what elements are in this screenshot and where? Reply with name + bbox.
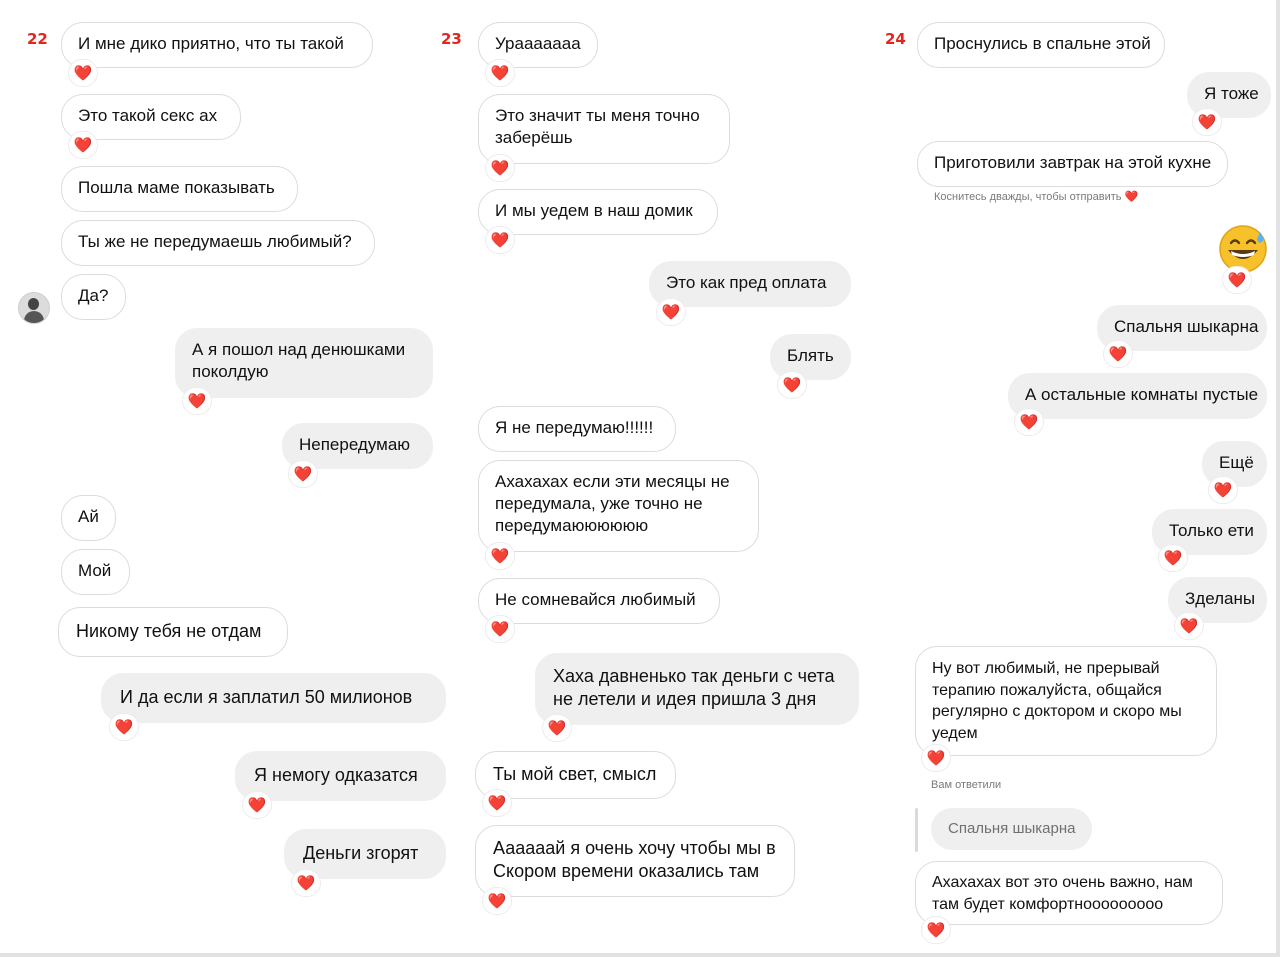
heart-icon[interactable]: ❤️: [542, 714, 572, 742]
message-bubble[interactable]: Не сомневайся любимый: [478, 578, 720, 624]
message-bubble[interactable]: Ай: [61, 495, 116, 541]
message-bubble[interactable]: А я пошол над денюшками поколдую: [175, 328, 433, 398]
message-bubble[interactable]: Хаха давненько так деньги с чета не летели и идея пришла 3 дня: [535, 653, 859, 725]
heart-icon[interactable]: ❤️: [1208, 476, 1238, 504]
message-bubble[interactable]: Это значит ты меня точно заберёшь: [478, 94, 730, 164]
message-bubble[interactable]: Да?: [61, 274, 126, 320]
heart-icon[interactable]: ❤️: [482, 887, 512, 915]
message-bubble[interactable]: Приготовили завтрак на этой кухне: [917, 141, 1228, 187]
message-bubble[interactable]: А остальные комнаты пустые: [1008, 373, 1267, 419]
message-bubble[interactable]: Ахахахах вот это очень важно, нам там будет комфортнооооооооо: [915, 861, 1223, 925]
message-bubble[interactable]: Ну вот любимый, не прерывай терапию пожалуйста, общайся регулярно с доктором и скоро мы уедем: [915, 646, 1217, 756]
heart-icon[interactable]: ❤️: [68, 131, 98, 159]
message-bubble[interactable]: Урааааааа: [478, 22, 598, 68]
heart-icon[interactable]: ❤️: [656, 298, 686, 326]
message-bubble[interactable]: Пошла маме показывать: [61, 166, 298, 212]
double-tap-hint: Коснитесь дважды, чтобы отправить ❤️: [934, 191, 1139, 203]
heart-icon[interactable]: ❤️: [291, 869, 321, 897]
message-bubble[interactable]: И мы уедем в наш домик: [478, 189, 718, 235]
heart-icon[interactable]: ❤️: [485, 615, 515, 643]
heart-icon[interactable]: ❤️: [921, 916, 951, 944]
heart-icon[interactable]: ❤️: [921, 744, 951, 772]
quoted-message[interactable]: Спальня шыкарна: [931, 808, 1092, 850]
replied-label: Вам ответили: [931, 779, 1002, 791]
message-bubble[interactable]: Проснулись в спальне этой: [917, 22, 1165, 68]
message-bubble[interactable]: Ты мой свет, смысл: [475, 751, 676, 799]
heart-icon[interactable]: ❤️: [68, 59, 98, 87]
message-bubble[interactable]: Непередумаю: [282, 423, 433, 469]
message-bubble[interactable]: И да если я заплатил 50 милионов: [101, 673, 446, 723]
message-bubble[interactable]: Я немогу одказатся: [235, 751, 446, 801]
message-bubble[interactable]: Деньги згорят: [284, 829, 446, 879]
message-bubble[interactable]: Ты же не передумаешь любимый?: [61, 220, 375, 266]
heart-icon: ❤️: [1124, 191, 1139, 203]
message-bubble[interactable]: Блять: [770, 334, 851, 380]
heart-icon[interactable]: ❤️: [777, 371, 807, 399]
day-label-23: 23: [441, 30, 462, 48]
heart-icon[interactable]: ❤️: [1014, 408, 1044, 436]
message-bubble[interactable]: Спальня шыкарна: [1097, 305, 1267, 351]
message-bubble[interactable]: И мне дико приятно, что ты такой: [61, 22, 373, 68]
heart-icon[interactable]: ❤️: [485, 154, 515, 182]
message-bubble[interactable]: Только ети: [1152, 509, 1267, 555]
heart-icon[interactable]: ❤️: [242, 791, 272, 819]
heart-icon[interactable]: ❤️: [1222, 266, 1252, 294]
heart-icon[interactable]: ❤️: [485, 59, 515, 87]
heart-icon[interactable]: ❤️: [182, 387, 212, 415]
message-bubble[interactable]: Зделаны: [1168, 577, 1267, 623]
reply-indicator-bar: [915, 808, 918, 852]
heart-icon[interactable]: ❤️: [288, 460, 318, 488]
avatar-icon[interactable]: [18, 292, 50, 324]
heart-icon[interactable]: ❤️: [1192, 108, 1222, 136]
message-bubble[interactable]: Я не передумаю!!!!!!: [478, 406, 676, 452]
message-bubble[interactable]: Мой: [61, 549, 130, 595]
heart-icon[interactable]: ❤️: [485, 226, 515, 254]
message-bubble[interactable]: Аааааай я очень хочу чтобы мы в Скором времени оказались там: [475, 825, 795, 897]
message-bubble[interactable]: Это такой секс ах: [61, 94, 241, 140]
day-label-22: 22: [27, 30, 48, 48]
heart-icon[interactable]: ❤️: [485, 542, 515, 570]
message-bubble[interactable]: Никому тебя не отдам: [58, 607, 288, 657]
message-bubble[interactable]: Ахахахах если эти месяцы не передумала, уже точно не передумаюююююю: [478, 460, 759, 552]
day-label-24: 24: [885, 30, 906, 48]
heart-icon[interactable]: ❤️: [1174, 612, 1204, 640]
message-bubble[interactable]: Это как пред оплата: [649, 261, 851, 307]
heart-icon[interactable]: ❤️: [1103, 340, 1133, 368]
message-bubble[interactable]: Ещё: [1202, 441, 1267, 487]
heart-icon[interactable]: ❤️: [1158, 544, 1188, 572]
message-bubble[interactable]: Я тоже: [1187, 72, 1271, 118]
heart-icon[interactable]: ❤️: [109, 713, 139, 741]
heart-icon[interactable]: ❤️: [482, 789, 512, 817]
